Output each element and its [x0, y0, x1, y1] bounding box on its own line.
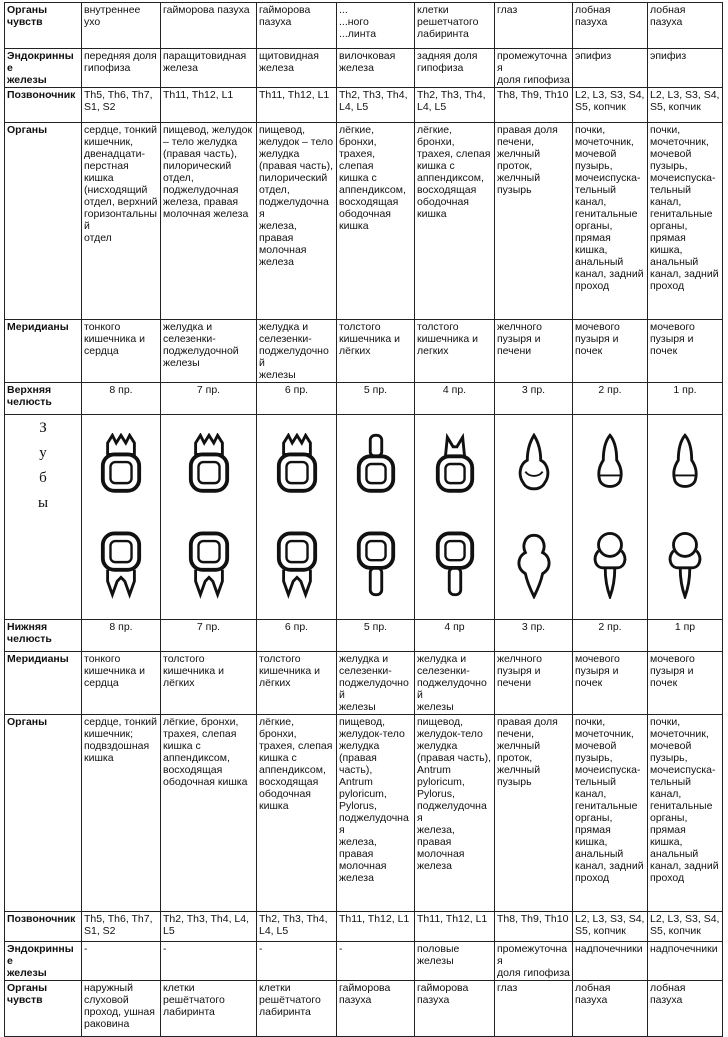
- table-cell: Th5, Th6, Th7, S1, S2: [82, 912, 161, 942]
- table-cell: 1 пр.: [648, 383, 723, 415]
- table-cell: лобная пазуха: [573, 3, 648, 49]
- table-cell: 8 пр.: [82, 383, 161, 415]
- canine-lower-icon: [512, 531, 556, 599]
- table-cell: желчного пузыря и печени: [495, 652, 573, 715]
- table-cell: гайморова пазуха: [415, 981, 495, 1037]
- table-cell: правая доля печени, желчный проток, желчный пузырь: [495, 123, 573, 320]
- table-cell: сердце, тонкий кишечник; подвздошная кишка: [82, 715, 161, 912]
- table-cell: Th2, Th3, Th4, L4, L5: [161, 912, 257, 942]
- table-cell: желудка и селезенки- поджелудочной железы: [257, 320, 337, 383]
- tooth-cell: [415, 415, 495, 620]
- table-cell: глаз: [495, 3, 573, 49]
- table-cell: Th2, Th3, Th4, L4, L5: [337, 88, 415, 123]
- table-cell: правая доля печени, желчный проток, желчный пузырь: [495, 715, 573, 912]
- table-cell: почки, мочеточник, мочевой пузырь, мочеиспуска- тельный канал, генитальные органы, прямая кишка, анальный канал, задний проход: [648, 715, 723, 912]
- row-spine-bottom: [5, 912, 723, 942]
- table-cell: тонкого кишечника и сердца: [82, 320, 161, 383]
- tooth-cell: [573, 415, 648, 620]
- table-cell: мочевого пузыря и почек: [648, 320, 723, 383]
- teeth-label-letter: у: [39, 445, 47, 461]
- table-cell: 8 пр.: [82, 620, 161, 652]
- table-cell: 6 пр.: [257, 383, 337, 415]
- tooth-cell: [648, 415, 723, 620]
- molar-lower-icon: [99, 531, 143, 599]
- table-cell: паращитовидная железа: [161, 49, 257, 88]
- tooth-cell: [161, 415, 257, 620]
- row-label: Органы: [5, 715, 82, 912]
- table-cell: L2, L3, S3, S4, S5, копчик: [573, 88, 648, 123]
- table-cell: 7 пр.: [161, 383, 257, 415]
- row-label: Позвоночник: [5, 88, 82, 123]
- table-cell: вилочковая железа: [337, 49, 415, 88]
- table-cell: лобная пазуха: [648, 3, 723, 49]
- premolar-upper-icon: [433, 433, 477, 495]
- row-endocrine-top: [5, 49, 723, 88]
- row-label: Эндокринные железы: [5, 942, 82, 981]
- table-cell: наружный слуховой проход, ушная раковина: [82, 981, 161, 1037]
- table-cell: -: [82, 942, 161, 981]
- table-cell: желчного пузыря и печени: [495, 320, 573, 383]
- table-cell: клетки решетчатого лабиринта: [415, 3, 495, 49]
- table-cell: почки, мочеточник, мочевой пузырь, мочеиспуска- тельный канал, генитальные органы, прямая кишка, анальный канал, задний проход: [573, 715, 648, 912]
- table-cell: Th11, Th12, L1: [415, 912, 495, 942]
- table-cell: тонкого кишечника и сердца: [82, 652, 161, 715]
- table-cell: лёгкие, бронхи, трахея, слепая кишка с аппендиксом, восходящая ободочная кишка: [415, 123, 495, 320]
- canine-upper-icon: [512, 433, 556, 495]
- teeth-organ-correspondence-table: [4, 2, 723, 1037]
- table-cell: половые железы: [415, 942, 495, 981]
- row-teeth: [5, 415, 723, 620]
- table-cell: 3 пр.: [495, 383, 573, 415]
- table-cell: -: [337, 942, 415, 981]
- table-cell: Th8, Th9, Th10: [495, 912, 573, 942]
- table-cell: -: [161, 942, 257, 981]
- table-cell: 1 пр: [648, 620, 723, 652]
- incisor-lower-icon: [663, 531, 707, 599]
- teeth-label: [5, 415, 82, 620]
- table-cell: надпочечники: [648, 942, 723, 981]
- table-cell: пищевод, желудок-тело желудка (правая часть), Antrum pyloricum, Pylorus, поджелудочная железа, правая молочная железа: [337, 715, 415, 912]
- teeth-label-letter: ы: [37, 495, 49, 511]
- premolar-lower-icon: [354, 531, 398, 599]
- premolar-lower-icon: [433, 531, 477, 599]
- table-cell: Th11, Th12, L1: [161, 88, 257, 123]
- incisor-upper-icon: [588, 433, 632, 495]
- table-cell: толстого кишечника и лёгких: [337, 320, 415, 383]
- table-cell: 3 пр.: [495, 620, 573, 652]
- table-cell: 5 пр.: [337, 620, 415, 652]
- incisor-lower-icon: [588, 531, 632, 599]
- table-cell: 6 пр.: [257, 620, 337, 652]
- table-cell: задняя доля гипофиза: [415, 49, 495, 88]
- row-label: Органы чувств: [5, 981, 82, 1037]
- row-senses-bottom: [5, 981, 723, 1037]
- table-cell: Th2, Th3, Th4, L4, L5: [415, 88, 495, 123]
- table-cell: передняя доля гипофиза: [82, 49, 161, 88]
- table-cell: пищевод, желудок-тело желудка (правая часть), Antrum pyloricum, Pylorus, поджелудочная железа, правая молочная железа: [415, 715, 495, 912]
- table-cell: Th11, Th12, L1: [257, 88, 337, 123]
- table-cell: промежуточная доля гипофиза: [495, 942, 573, 981]
- molar-lower-icon: [275, 531, 319, 599]
- table-cell: Th2, Th3, Th4, L4, L5: [257, 912, 337, 942]
- teeth-label-letter: б: [39, 470, 47, 486]
- table-cell: Th8, Th9, Th10: [495, 88, 573, 123]
- table-cell: гайморова пазуха: [337, 981, 415, 1037]
- tooth-cell: [337, 415, 415, 620]
- table-cell: -: [257, 942, 337, 981]
- incisor-upper-icon: [663, 433, 707, 495]
- row-organs-top: [5, 123, 723, 320]
- table-cell: надпочечники: [573, 942, 648, 981]
- molar-upper-icon: [275, 433, 319, 495]
- row-senses-top: [5, 3, 723, 49]
- row-label: Органы: [5, 123, 82, 320]
- table-cell: Th11, Th12, L1: [337, 912, 415, 942]
- row-label: Меридианы: [5, 652, 82, 715]
- tooth-cell: [257, 415, 337, 620]
- table-cell: эпифиз: [648, 49, 723, 88]
- table-cell: 7 пр.: [161, 620, 257, 652]
- row-meridians-top: [5, 320, 723, 383]
- table-cell: мочевого пузыря и почек: [573, 652, 648, 715]
- table-cell: лёгкие, бронхи, трахея, слепая кишка с аппендиксом, восходящая ободочная кишка: [337, 123, 415, 320]
- row-label: Верхняя челюсть: [5, 383, 82, 415]
- table-cell: толстого кишечника и легких: [415, 320, 495, 383]
- tooth-cell: [495, 415, 573, 620]
- table-cell: мочевого пузыря и почек: [573, 320, 648, 383]
- molar-upper-icon: [99, 433, 143, 495]
- table-cell: лёгкие, бронхи, трахея, слепая кишка с аппендиксом, восходящая ободочная кишка: [161, 715, 257, 912]
- table-cell: глаз: [495, 981, 573, 1037]
- table-cell: L2, L3, S3, S4, S5, копчик: [573, 912, 648, 942]
- table-cell: 2 пр.: [573, 383, 648, 415]
- molar-upper-icon: [187, 433, 231, 495]
- teeth-label-letter: З: [39, 420, 47, 436]
- table-cell: промежуточная доля гипофиза: [495, 49, 573, 88]
- table-cell: пищевод, желудок – тело желудка (правая часть), пилорический отдел, поджелудочная железа, правая молочная железа: [161, 123, 257, 320]
- table-cell: пищевод, желудок – тело желудка (правая часть), пилорический отдел, поджелудочная железа, правая молочная железа: [257, 123, 337, 320]
- table-cell: толстого кишечника и лёгких: [257, 652, 337, 715]
- table-cell: Th5, Th6, Th7, S1, S2: [82, 88, 161, 123]
- row-meridians-bottom: [5, 652, 723, 715]
- row-upper-jaw: [5, 383, 723, 415]
- table-cell: L2, L3, S3, S4, S5, копчик: [648, 912, 723, 942]
- row-label: Меридианы: [5, 320, 82, 383]
- table-cell: лобная пазуха: [573, 981, 648, 1037]
- table-cell: почки, мочеточник, мочевой пузырь, мочеиспуска- тельный канал, генитальные органы, прямая кишка, анальный канал, задний проход: [573, 123, 648, 320]
- table-cell: клетки решётчатого лабиринта: [161, 981, 257, 1037]
- table-cell: лёгкие, бронхи, трахея, слепая кишка с аппендиксом, восходящая ободочная кишка: [257, 715, 337, 912]
- table-cell: гайморова пазуха: [257, 3, 337, 49]
- table-cell: внутреннее ухо: [82, 3, 161, 49]
- table-cell: эпифиз: [573, 49, 648, 88]
- table-cell: лобная пазуха: [648, 981, 723, 1037]
- table-cell: клетки решётчатого лабиринта: [257, 981, 337, 1037]
- table-cell: L2, L3, S3, S4, S5, копчик: [648, 88, 723, 123]
- table-cell: желудка и селезенки- поджелудочной железы: [415, 652, 495, 715]
- tooth-cell: [82, 415, 161, 620]
- table-cell: сердце, тонкий кишечник, двенадцати- перстная кишка (нисходящий отдел, верхний горизонтальный отдел: [82, 123, 161, 320]
- table-cell: 5 пр.: [337, 383, 415, 415]
- premolar-upper-icon: [354, 433, 398, 495]
- row-organs-bottom: [5, 715, 723, 912]
- table-cell: мочевого пузыря и почек: [648, 652, 723, 715]
- table-cell: 2 пр.: [573, 620, 648, 652]
- row-label: Позвоночник: [5, 912, 82, 942]
- table-cell: желудка и селезенки- поджелудочной железы: [337, 652, 415, 715]
- table-cell: 4 пр: [415, 620, 495, 652]
- table-cell: 4 пр.: [415, 383, 495, 415]
- table-cell: щитовидная железа: [257, 49, 337, 88]
- molar-lower-icon: [187, 531, 231, 599]
- row-label: Нижняя челюсть: [5, 620, 82, 652]
- row-label: Органы чувств: [5, 3, 82, 49]
- table-cell: толстого кишечника и лёгких: [161, 652, 257, 715]
- row-lower-jaw: [5, 620, 723, 652]
- row-spine-top: [5, 88, 723, 123]
- table-cell: почки, мочеточник, мочевой пузырь, мочеиспуска- тельный канал, генитальные органы, прямая кишка, анальный канал, задний проход: [648, 123, 723, 320]
- table-cell: желудка и селезенки- поджелудочной железы: [161, 320, 257, 383]
- table-cell: гайморова пазуха: [161, 3, 257, 49]
- table-cell: ... ...ного ...линта: [337, 3, 415, 49]
- row-endocrine-bottom: [5, 942, 723, 981]
- row-label: Эндокринные железы: [5, 49, 82, 88]
